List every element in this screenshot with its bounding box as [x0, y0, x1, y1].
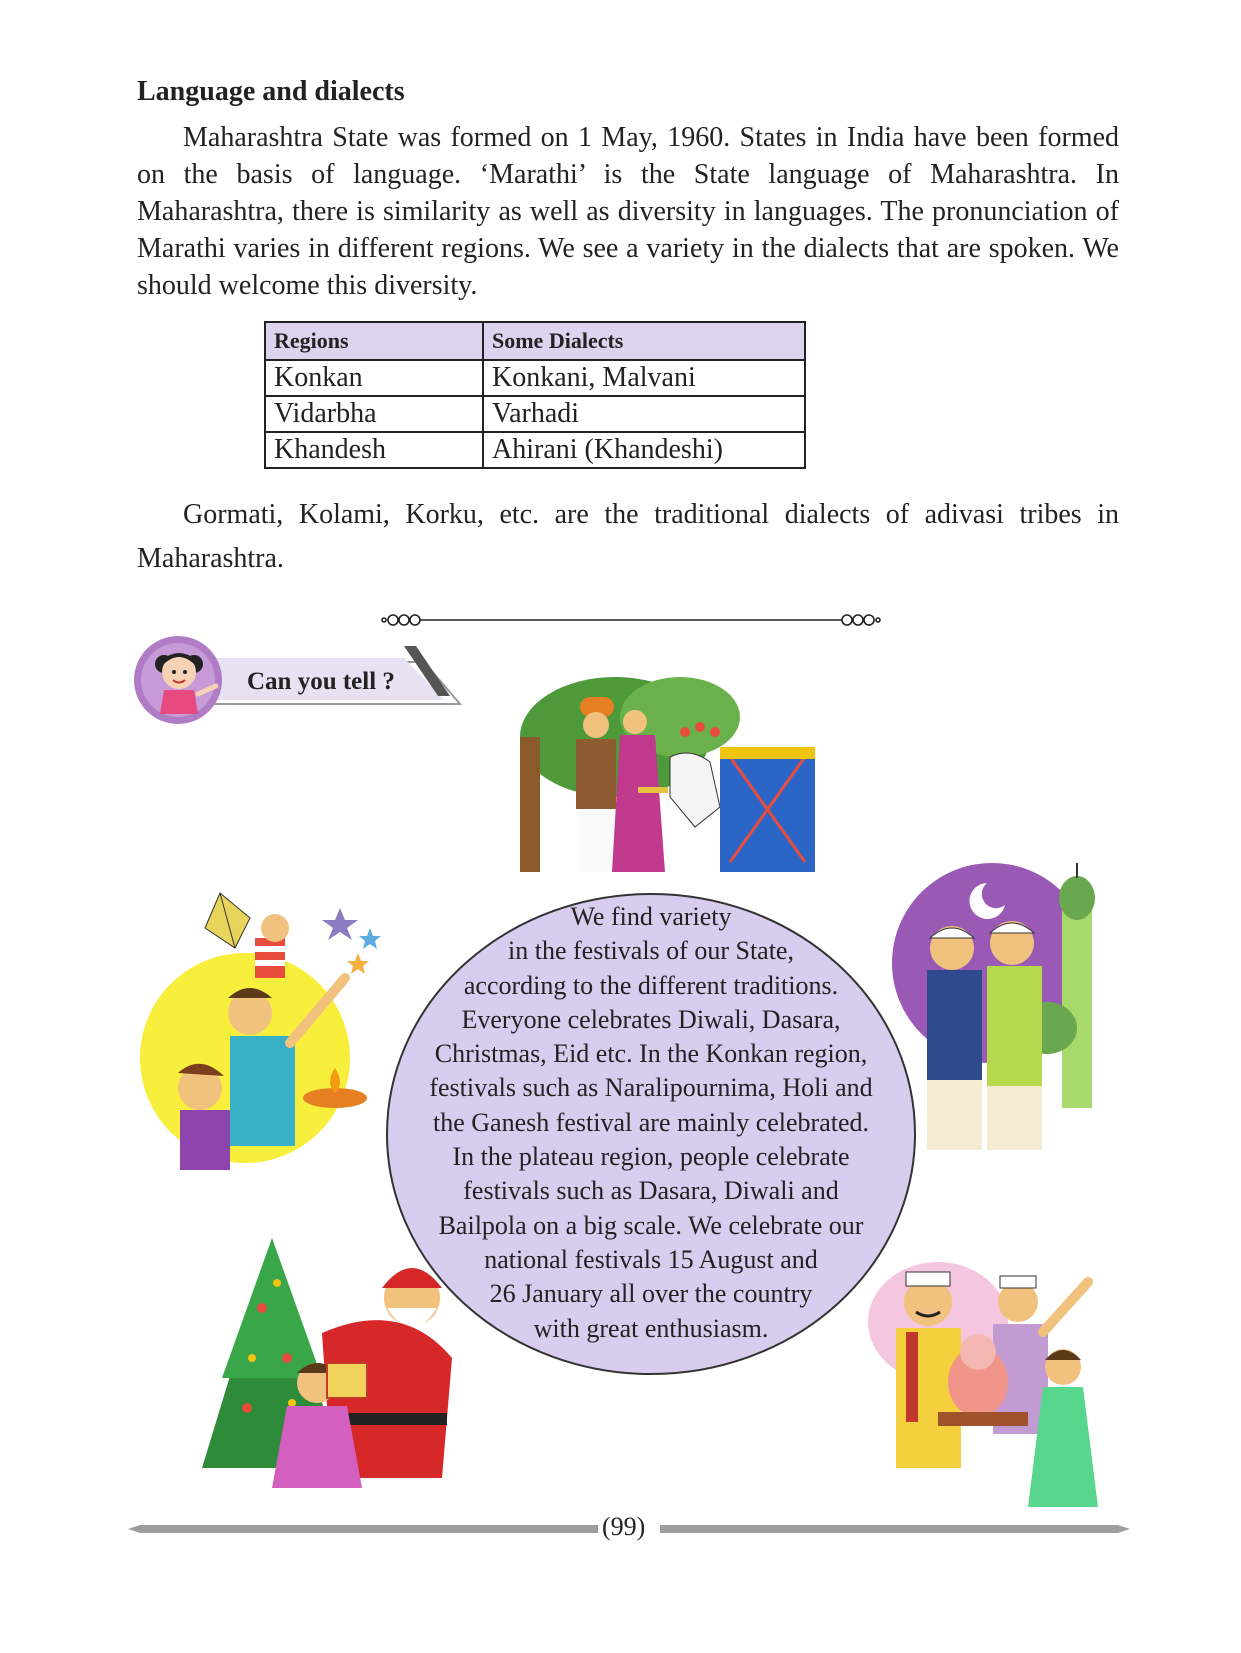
bubble-line: in the festivals of our State, [508, 936, 794, 966]
bubble-line: We find variety [570, 902, 732, 931]
table-row [265, 432, 805, 468]
region-cell: Vidarbha [265, 396, 483, 432]
section-heading: Language and dialects [137, 76, 405, 107]
adivasi-text: Gormati, Kolami, Korku, etc. are the traditional dialects of adivasi tribes in Maharashtra. [137, 499, 1119, 574]
intro-paragraph [137, 119, 1119, 304]
dialect-cell: Ahirani (Khandeshi) [483, 432, 805, 468]
intro-text: Maharashtra State was formed on 1 May, 1960. States in India have been formed on the basis of language. ‘Marathi’ is the State language of Maharashtra. In Maharashtra, there is similarity as well as diversity in languages. The pronunciation of Marathi varies in different regions. We see a variety in the dialects that are spoken. We should welcome this diversity. [137, 122, 1119, 301]
bubble-line: the Ganesh festival are mainly celebrated. [432, 1107, 870, 1137]
region-cell: Khandesh [265, 432, 483, 468]
page-number: (99) [602, 1512, 646, 1541]
bubble-line: according to the different traditions. [463, 970, 839, 1000]
dialect-cell: Varhadi [483, 396, 805, 432]
table-header-row [265, 322, 805, 360]
bubble-line: Everyone celebrates Diwali, Dasara, [461, 1004, 841, 1034]
bubble-line: national festivals 15 August and [484, 1244, 818, 1274]
adivasi-paragraph [137, 493, 1119, 581]
bubble-line: Christmas, Eid etc. In the Konkan region, [434, 1039, 868, 1069]
badge-label: Can you tell ? [247, 668, 395, 695]
bubble-line: Bailpola on a big scale. We celebrate our [438, 1210, 864, 1240]
dialect-cell: Konkani, Malvani [483, 360, 805, 396]
footer-rule-right [660, 1525, 1130, 1533]
bubble-line: In the plateau region, people celebrate [452, 1142, 850, 1172]
dialects-table [264, 321, 806, 469]
bubble-line: with great enthusiasm. [533, 1313, 769, 1343]
header-dialects: Some Dialects [483, 322, 805, 360]
table-row [265, 360, 805, 396]
festivals-text [395, 900, 907, 1346]
region-cell: Konkan [265, 360, 483, 396]
bubble-line: festivals such as Naralipournima, Holi and [429, 1073, 873, 1103]
diwali-illustration [140, 888, 390, 1178]
bailpola-illustration [520, 677, 815, 872]
footer-rule-left [128, 1525, 598, 1533]
bubble-line: 26 January all over the country [489, 1279, 813, 1309]
eid-illustration [892, 858, 1122, 1153]
header-regions: Regions [265, 322, 483, 360]
table-row [265, 396, 805, 432]
ornamental-divider [381, 610, 881, 630]
bubble-line: festivals such as Dasara, Diwali and [463, 1176, 839, 1206]
